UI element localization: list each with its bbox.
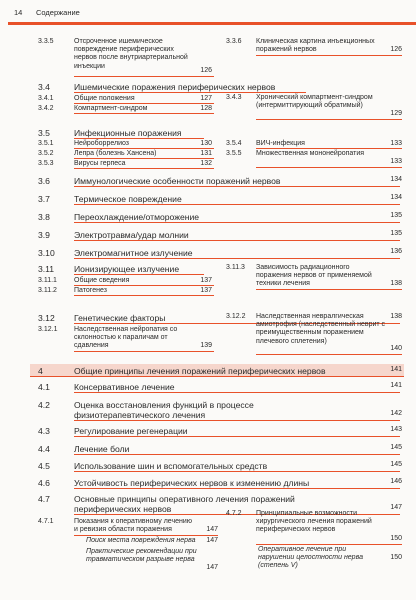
toc-number: 3.12.1 (38, 326, 58, 333)
toc-number: 3.4 (38, 82, 50, 92)
toc-number: 3.5.2 (38, 150, 54, 157)
toc-underline (74, 436, 400, 437)
chapter-number: 4 (38, 366, 43, 376)
toc-number: 3.6 (38, 176, 50, 186)
toc-page: 136 (390, 248, 402, 255)
toc-entry[interactable]: ВИЧ-инфекция (256, 140, 305, 147)
toc-entry[interactable]: Оценка восстановления функций в процессе физиотерапевтического лечения (74, 400, 254, 420)
toc-number: 4.2 (38, 400, 50, 410)
toc-entry[interactable]: Компартмент-синдром (74, 105, 148, 112)
toc-number: 3.10 (38, 248, 55, 258)
toc-underline (74, 488, 400, 489)
toc-number: 4.3 (38, 426, 50, 436)
toc-page: 146 (390, 478, 402, 485)
toc-page: 137 (200, 287, 212, 294)
toc-entry[interactable]: Патогенез (74, 287, 107, 294)
toc-underline (256, 167, 402, 168)
toc-entry[interactable]: Зависимость радиационного поражения нервов от применяемой техники лечения (256, 264, 372, 288)
chapter-title[interactable]: Общие принципы лечения поражений периферических нервов (74, 366, 326, 376)
toc-underline (74, 222, 400, 223)
toc-page: 135 (390, 212, 402, 219)
toc-underline (74, 76, 214, 77)
toc-number: 3.9 (38, 230, 50, 240)
page-header (0, 0, 416, 30)
toc-page: 147 (390, 504, 402, 511)
toc-number: 3.5 (38, 128, 50, 138)
toc-number: 4.7 (38, 494, 50, 504)
page-number: 14 (14, 8, 23, 17)
chapter-page: 141 (390, 366, 402, 373)
toc-underline (74, 168, 214, 169)
toc-underline (74, 186, 400, 187)
toc-page: 142 (390, 410, 402, 417)
toc-number: 3.4.1 (38, 95, 54, 102)
toc-number: 3.4.3 (226, 94, 242, 101)
toc-page: 145 (390, 444, 402, 451)
toc-number: 3.5.4 (226, 140, 242, 147)
toc-entry[interactable]: Иммунологические особенности поражений нервов (74, 176, 281, 186)
toc-entry[interactable]: Клиническая картина инъекционных поражений нервов (256, 38, 375, 54)
toc-subentry[interactable]: Поиск места повреждения нерва (86, 537, 196, 544)
toc-page: 133 (390, 158, 402, 165)
toc-number: 3.11.3 (226, 264, 245, 271)
header-rule (8, 22, 416, 25)
toc-entry[interactable]: Переохлаждение/отморожение (74, 212, 200, 222)
toc-underline (256, 55, 402, 56)
toc-number: 4.7.2 (226, 510, 242, 517)
toc-entry[interactable]: Множественная мононейропатия (256, 150, 365, 157)
toc-entry[interactable]: Ишемические поражения периферических нервов (74, 82, 276, 92)
toc-page: 143 (390, 426, 402, 433)
chapter-rule (30, 376, 404, 377)
toc-page: 147 (206, 537, 218, 544)
toc-underline (74, 351, 214, 352)
toc-entry[interactable]: Консервативное лечение (74, 382, 175, 392)
toc-number: 3.11.2 (38, 287, 57, 294)
toc-page: 130 (200, 140, 212, 147)
toc-page: 132 (200, 160, 212, 167)
toc-number: 3.3.6 (226, 38, 242, 45)
toc-page: 150 (390, 554, 402, 561)
toc-number: 4.6 (38, 478, 50, 488)
toc-entry[interactable]: Вирусы герпеса (74, 160, 126, 167)
toc-number: 3.7 (38, 194, 50, 204)
toc-page[interactable]: 126 (200, 67, 212, 74)
toc-underline (74, 420, 400, 421)
toc-underline (74, 258, 400, 259)
toc-underline (74, 535, 218, 536)
toc-underline (74, 148, 214, 149)
toc-number: 3.11.1 (38, 277, 57, 284)
toc-underline (74, 285, 214, 286)
toc-entry[interactable]: Генетические факторы (74, 313, 166, 323)
toc-underline (74, 240, 400, 241)
toc-number: 3.12.2 (226, 313, 246, 320)
toc-underline (74, 158, 214, 159)
toc-page: 131 (200, 150, 212, 157)
toc-page: 145 (390, 461, 402, 468)
toc-subentry[interactable]: Оперативное лечение при нарушении целостности нерва (степень V) (258, 546, 363, 570)
toc-underline (256, 544, 402, 545)
toc-entry[interactable]: Показания к оперативному лечению и ревизия области поражения (74, 518, 193, 534)
toc-number: 4.4 (38, 444, 50, 454)
toc-entry[interactable]: Термическое повреждение (74, 194, 182, 204)
toc-underline (74, 295, 214, 296)
toc-entry[interactable]: Наследственная невралгическая амиотрофия (наследственный неврит с преимущественным поражением плечевого сплетения) (256, 313, 386, 345)
toc-entry[interactable]: Общие сведения (74, 277, 130, 284)
toc-underline (74, 92, 306, 93)
toc-entry[interactable]: Инфекционные поражения (74, 128, 182, 138)
toc-underline (74, 103, 214, 104)
toc-page: 150 (390, 535, 402, 542)
toc-underline (74, 392, 400, 393)
toc-underline (256, 148, 402, 149)
toc-number: 3.4.2 (38, 105, 54, 112)
toc-page: 126 (390, 46, 402, 53)
toc-underline (256, 119, 402, 120)
toc-underline (74, 454, 400, 455)
toc-entry[interactable]: Лепра (болезнь Хансена) (74, 150, 157, 157)
toc-number: 3.11 (38, 264, 55, 274)
toc-page: 134 (390, 194, 402, 201)
toc-entry[interactable]: Электротравма/удар молнии (74, 230, 189, 240)
toc-entry[interactable]: Регулирование регенерации (74, 426, 188, 436)
toc-number: 4.5 (38, 461, 50, 471)
toc-page: 138 (390, 313, 402, 320)
toc-entry[interactable]: Ионизирующее излучение (74, 264, 180, 274)
toc-entry[interactable]: Хронический компартмент-синдром (интермиттирующий обратимый) (256, 94, 373, 110)
toc-entry[interactable]: Наследственная нейропатия со склонностью к параличам от сдавления (74, 326, 178, 350)
toc-underline (256, 289, 402, 290)
toc-entry[interactable]: Электромагнитное излучение (74, 248, 193, 258)
toc-page: 135 (390, 230, 402, 237)
toc-entry[interactable]: Принципиальные возможности хирургического лечения поражений периферических нервов (256, 510, 372, 534)
toc-number: 3.5.1 (38, 140, 54, 147)
toc-underline (256, 354, 402, 355)
toc-number: 4.7.1 (38, 518, 54, 525)
toc-underline (74, 204, 400, 205)
toc-page: 140 (390, 345, 402, 352)
toc-page: 137 (200, 277, 212, 284)
toc-number: 3.5.3 (38, 160, 54, 167)
toc-page: 138 (390, 280, 402, 287)
toc-underline (74, 274, 204, 275)
toc-underline (74, 471, 400, 472)
toc-number: 3.12 (38, 313, 55, 323)
toc-entry[interactable]: Общие положения (74, 95, 135, 102)
toc-entry[interactable]: Нейроборрелиоз (74, 140, 130, 147)
toc-entry[interactable]: Основные принципы оперативного лечения поражений периферических нервов (74, 494, 295, 514)
toc-page: 128 (200, 105, 212, 112)
toc-page: 127 (200, 95, 212, 102)
running-title: Содержание (36, 8, 80, 17)
toc-subentry[interactable]: Практические рекомендации при травматическом разрыве нерва (86, 548, 197, 564)
toc-number: 3.3.5 (38, 38, 54, 45)
toc-entry: Отсроченное ишемическое повреждение периферических нервов после внутриартериальной инъекции (74, 38, 188, 70)
toc-page: 133 (390, 140, 402, 147)
toc-number: 3.5.5 (226, 150, 242, 157)
toc-entry[interactable]: Лечение боли (74, 444, 130, 454)
toc-page: 141 (390, 382, 402, 389)
toc-number: 4.1 (38, 382, 50, 392)
toc-underline (74, 113, 214, 114)
toc-page: 134 (390, 176, 402, 183)
toc-entry[interactable]: Использование шин и вспомогательных средств (74, 461, 268, 471)
toc-underline (74, 138, 204, 139)
toc-page: 147 (206, 564, 218, 571)
toc-page: 147 (206, 526, 218, 533)
toc-page: 129 (390, 110, 402, 117)
toc-number: 3.8 (38, 212, 50, 222)
toc-page: 139 (200, 342, 212, 349)
toc-entry[interactable]: Устойчивость периферических нервов к изменению длины (74, 478, 310, 488)
